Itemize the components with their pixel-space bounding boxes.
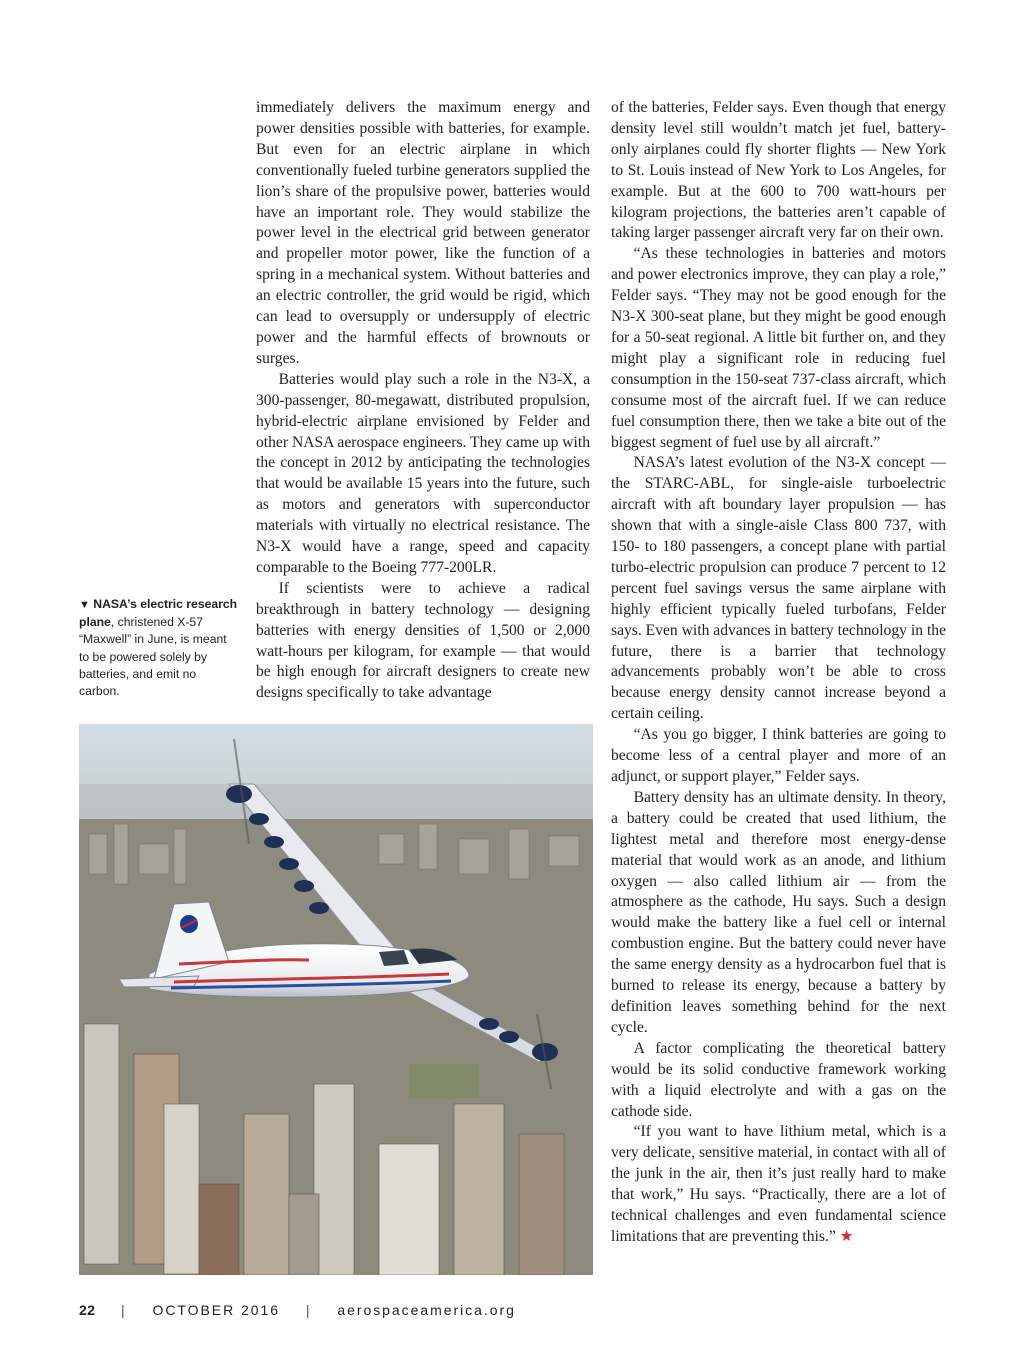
paragraph (611, 1122, 946, 1247)
caption-text: , christened X-57 “Maxwell” in June, is meant to be powered solely by batteries, and emit no carbon. (79, 615, 227, 699)
aircraft-city-illustration (79, 724, 593, 1275)
footer-separator: | (121, 1302, 127, 1318)
x57-aircraft-photo (79, 724, 593, 1275)
paragraph: If scientists were to achieve a radical breakthrough in battery technology — designing batteries with energy densities of 1,500 or 2,000 watt-hours per kilogram, for example — that would be high enough for aircraft designers to create new designs specifically to take advantage (256, 579, 590, 702)
paragraph-text: “If you want to have lithium metal, which is a very delicate, sensitive material, in contact with all of the junk in the air, then it’s just really hard to make that work,” Hu says. “Practically, there are a lot of technical challenges and even fundamental science limitations that are preventing this.” (611, 1123, 946, 1245)
article-column-right (611, 98, 946, 1248)
paragraph: of the batteries, Felder says. Even though that energy density level still wouldn’t match jet fuel, battery-only airplanes could fly shorter flights — New York to St. Louis instead of New York to Los Angeles, for example. But at the 600 to 700 watt-hours per kilogram projections, the batteries aren’t capable of taking larger passenger aircraft very far on their own. (611, 99, 946, 242)
site-url[interactable]: aerospaceamerica.org (337, 1302, 516, 1318)
paragraph: A factor complicating the theoretical battery would be its solid conductive framework working with a liquid electrolyte and with a gas on the cathode side. (611, 1039, 946, 1120)
footer-separator: | (305, 1302, 312, 1318)
issue-date: OCTOBER 2016 (152, 1302, 280, 1318)
article-column-middle (256, 98, 590, 704)
paragraph: “As you go bigger, I think batteries are going to become less of a central player and more of an adjunct, or support player,” Felder says. (611, 726, 946, 785)
paragraph: “As these technologies in batteries and motors and power electronics improve, they can play a role,” Felder says. “They may not be good enough for the N3-X 300-seat plane, but they might be good enough for a 50-seat regional. A little bit further on, and they might play a significant role in reducing fuel consumption in the 150-seat 737-class aircraft, which consume most of the aircraft fuel. If we can reduce fuel consumption there, then we take a bite out of the biggest segment of fuel use by all aircraft.” (611, 245, 946, 451)
page-footer (79, 1302, 516, 1318)
end-mark-star-icon: ★ (839, 1227, 854, 1245)
paragraph: immediately delivers the maximum energy and power densities possible with batteries, for example. But even for an electric airplane in which conventionally fueled turbine generators supplied the lion’s share of the propulsive power, batteries would have an important role. They would stabilize the power level in the electrical grid between generator and propeller motor power, like the function of a spring in a mechanical system. Without batteries and an electric controller, the grid would be rigid, which can lead to oversupply or undersupply of electric power and the harmful effects of brownouts or surges. (256, 99, 590, 367)
paragraph: Battery density has an ultimate density. In theory, a battery could be created that used lithium, the lightest metal and therefore most energy-dense material that would work as an anode, and lithium oxygen — also called lithium air — from the atmosphere as the cathode, Hu says. Such a design would make the battery like a fuel cell or internal combustion engine. But the battery could never have the same energy density as a hydrocarbon fuel that is burned to release its energy, because a battery by definition leaves something behind for the next cycle. (611, 788, 946, 1036)
caption-lead: NASA’s electric research plane (79, 597, 238, 630)
page-number: 22 (79, 1302, 96, 1318)
triangle-down-icon: ▼ (79, 599, 90, 611)
paragraph: Batteries would play such a role in the N3-X, a 300-passenger, 80-megawatt, distributed propulsion, hybrid-electric airplane envisioned by Felder and other NASA aerospace engineers. They came up with the concept in 2012 by anticipating the technologies that would be available 15 years into the future, such as motors and generators with superconductor materials with virtually no electrical resistance. The N3-X would have a range, speed and capacity comparable to the Boeing 777-200LR. (256, 370, 591, 576)
photo-caption (79, 596, 239, 700)
paragraph: NASA’s latest evolution of the N3-X concept — the STARC-ABL, for single-aisle turboelectric aircraft with aft boundary layer propulsion — has shown that with a single-aisle Class 800 737, with 150- to 180 passengers, a concept plane with partial turbo-electric propulsion can produce 7 percent to 12 percent fuel savings versus the same airplane with highly efficient typically fueled turbofans, Felder says. Even with advances in battery technology in the future, there is a barrier that technology advancements probably won’t be able to cross because energy density cannot increase beyond a certain ceiling. (611, 454, 946, 723)
